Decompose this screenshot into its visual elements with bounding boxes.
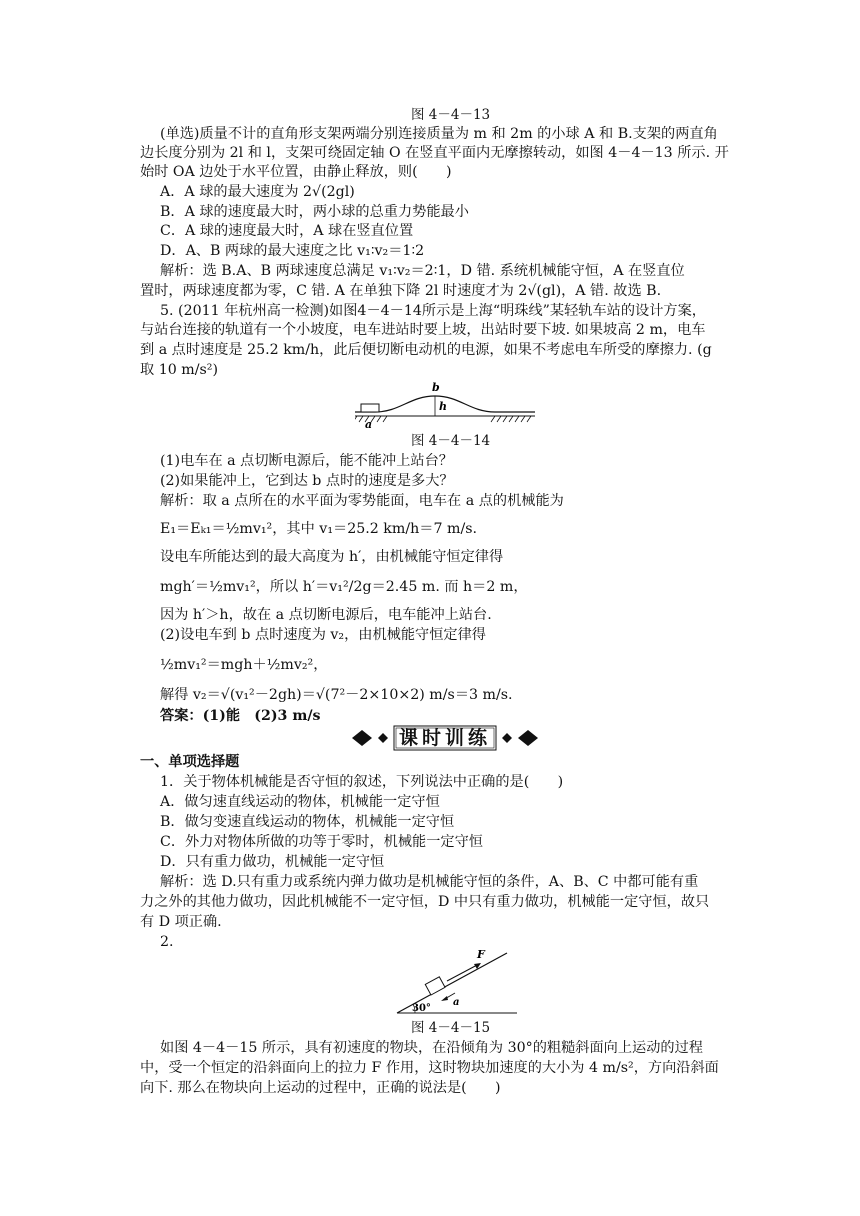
text-line-q1C: C．外力对物体所做的功等于零时，机械能一定守恒 bbox=[160, 834, 483, 850]
text-line-q4b: 边长度分别为 2l 和 l，支架可绕固定轴 O 在竖直平面内无摩擦转动，如图 4－4－13 所示. 开 bbox=[140, 145, 729, 161]
text-line-q5b: 与站台连接的轨道有一个小坡度，电车进站时要上坡，出站时要下坡. 如果坡高 2 m，电车 bbox=[140, 322, 706, 338]
fig15-label-a: a bbox=[453, 997, 460, 1008]
text-line-s7: ½mv₁²＝mgh＋½mv₂²， bbox=[160, 657, 328, 673]
text-line-q4C: C．A 球的速度最大时，A 球在竖直位置 bbox=[160, 223, 414, 239]
text-line-q2n: 2. bbox=[160, 934, 174, 950]
text-line-s4: mgh′＝½mv₁²，所以 h′＝v₁²/2g＝2.45 m. 而 h＝2 m， bbox=[160, 579, 528, 595]
text-line-s3: 设电车所能达到的最大高度为 h′，由机械能守恒定律得 bbox=[160, 549, 504, 565]
fig14-label-b: b bbox=[432, 382, 440, 394]
section-banner bbox=[350, 723, 540, 753]
text-line-q1B: B．做匀变速直线运动的物体，机械能一定守恒 bbox=[160, 814, 455, 830]
text-line-q5q2: (2)如果能冲上，它到达 b 点时的速度是多大？ bbox=[160, 473, 454, 489]
text-line-q4a: (单选)质量不计的直角形支架两端分别连接质量为 m 和 2m 的小球 A 和 B.支架的两直角 bbox=[160, 126, 718, 142]
fig14-label-h: h bbox=[439, 400, 447, 413]
text-line-cap14: 图 4－4－14 bbox=[411, 433, 491, 449]
text-line-q4A: A．A 球的最大速度为 2√(2gl) bbox=[160, 184, 355, 200]
text-line-q1D: D．只有重力做功，机械能一定守恒 bbox=[160, 854, 385, 870]
text-line-s6: (2)设电车到 b 点时速度为 v₂，由机械能守恒定律得 bbox=[160, 627, 486, 643]
text-line-s5: 因为 h′＞h，故在 a 点切断电源后，电车能冲上站台. bbox=[160, 607, 492, 623]
text-line-q1A: A．做匀速直线运动的物体，机械能一定守恒 bbox=[160, 794, 440, 810]
text-line-q2c: 向下. 那么在物块向上运动的过程中，正确的说法是( ) bbox=[140, 1080, 501, 1096]
text-line-q1: 1．关于物体机械能是否守恒的叙述，下列说法中正确的是( ) bbox=[160, 774, 564, 790]
text-line-q5c: 到 a 点时速度是 25.2 km/h，此后便切断电动机的电源，如果不考虑电车所受的摩擦力. (g bbox=[140, 342, 712, 358]
text-line-cap15: 图 4－4－15 bbox=[411, 1020, 491, 1036]
text-line-q5q1: (1)电车在 a 点切断电源后，能不能冲上站台？ bbox=[160, 453, 453, 469]
text-line-q4D: D．A、B 两球的最大速度之比 v₁∶v₂＝1∶2 bbox=[160, 243, 425, 259]
text-line-a1b: 力之外的其他力做功，因此机械能不一定守恒，D 中只有重力做功，机械能一定守恒，故只 bbox=[140, 894, 710, 910]
text-line-ans: 答案：(1)能 (2)3 m/s bbox=[160, 708, 321, 724]
text-line-a1c: 有 D 项正确. bbox=[140, 914, 222, 930]
text-line-q4B: B．A 球的速度最大时，两小球的总重力势能最小 bbox=[160, 204, 469, 220]
text-line-cap13: 图 4－4－13 bbox=[411, 107, 491, 123]
banner-title: 课时训练 bbox=[398, 727, 491, 749]
fig15-label-angle: 30° bbox=[412, 1003, 431, 1014]
text-line-q2a: 如图 4－4－15 所示，具有初速度的物块，在沿倾角为 30°的粗糙斜面向上运动的过程 bbox=[160, 1040, 703, 1056]
text-line-q4c: 始时 OA 边处于水平位置，由静止释放，则( ) bbox=[140, 164, 452, 180]
text-line-sec1: 一、单项选择题 bbox=[140, 754, 240, 770]
text-line-q2b: 中，受一个恒定的沿斜面向上的拉力 F 作用，这时物块加速度的大小为 4 m/s²，方向沿斜面 bbox=[140, 1060, 719, 1076]
text-line-q5a: 5. (2011 年杭州高一检测)如图4－4－14所示是上海“明珠线”某轻轨车站的设计方案， bbox=[160, 303, 706, 319]
text-line-a4b: 置时，两球速度都为零，C 错. A 在单独下降 2l 时速度才为 2√(gl)，A 错. 故选 B. bbox=[140, 283, 662, 299]
text-line-s8: 解得 v₂＝√(v₁²－2gh)＝√(7²－2×10×2) m/s＝3 m/s. bbox=[160, 687, 513, 703]
text-line-q5d: 取 10 m/s²) bbox=[140, 362, 218, 378]
figure-4-4-14 bbox=[355, 382, 535, 432]
text-line-s2: E₁＝Eₖ₁＝½mv₁²，其中 v₁＝25.2 km/h＝7 m/s. bbox=[160, 521, 478, 537]
text-line-a4a: 解析：选 B.A、B 两球速度总满足 v₁∶v₂＝2∶1，D 错. 系统机械能守恒，A 在竖直位 bbox=[160, 263, 685, 279]
text-line-s1: 解析：取 a 点所在的水平面为零势能面，电车在 a 点的机械能为 bbox=[160, 493, 564, 509]
figure-4-4-15 bbox=[395, 945, 525, 1015]
text-line-a1a: 解析：选 D.只有重力或系统内弹力做功是机械能守恒的条件，A、B、C 中都可能有重 bbox=[160, 874, 699, 890]
fig15-label-F: F bbox=[477, 948, 485, 961]
fig14-label-a: a bbox=[365, 418, 373, 431]
